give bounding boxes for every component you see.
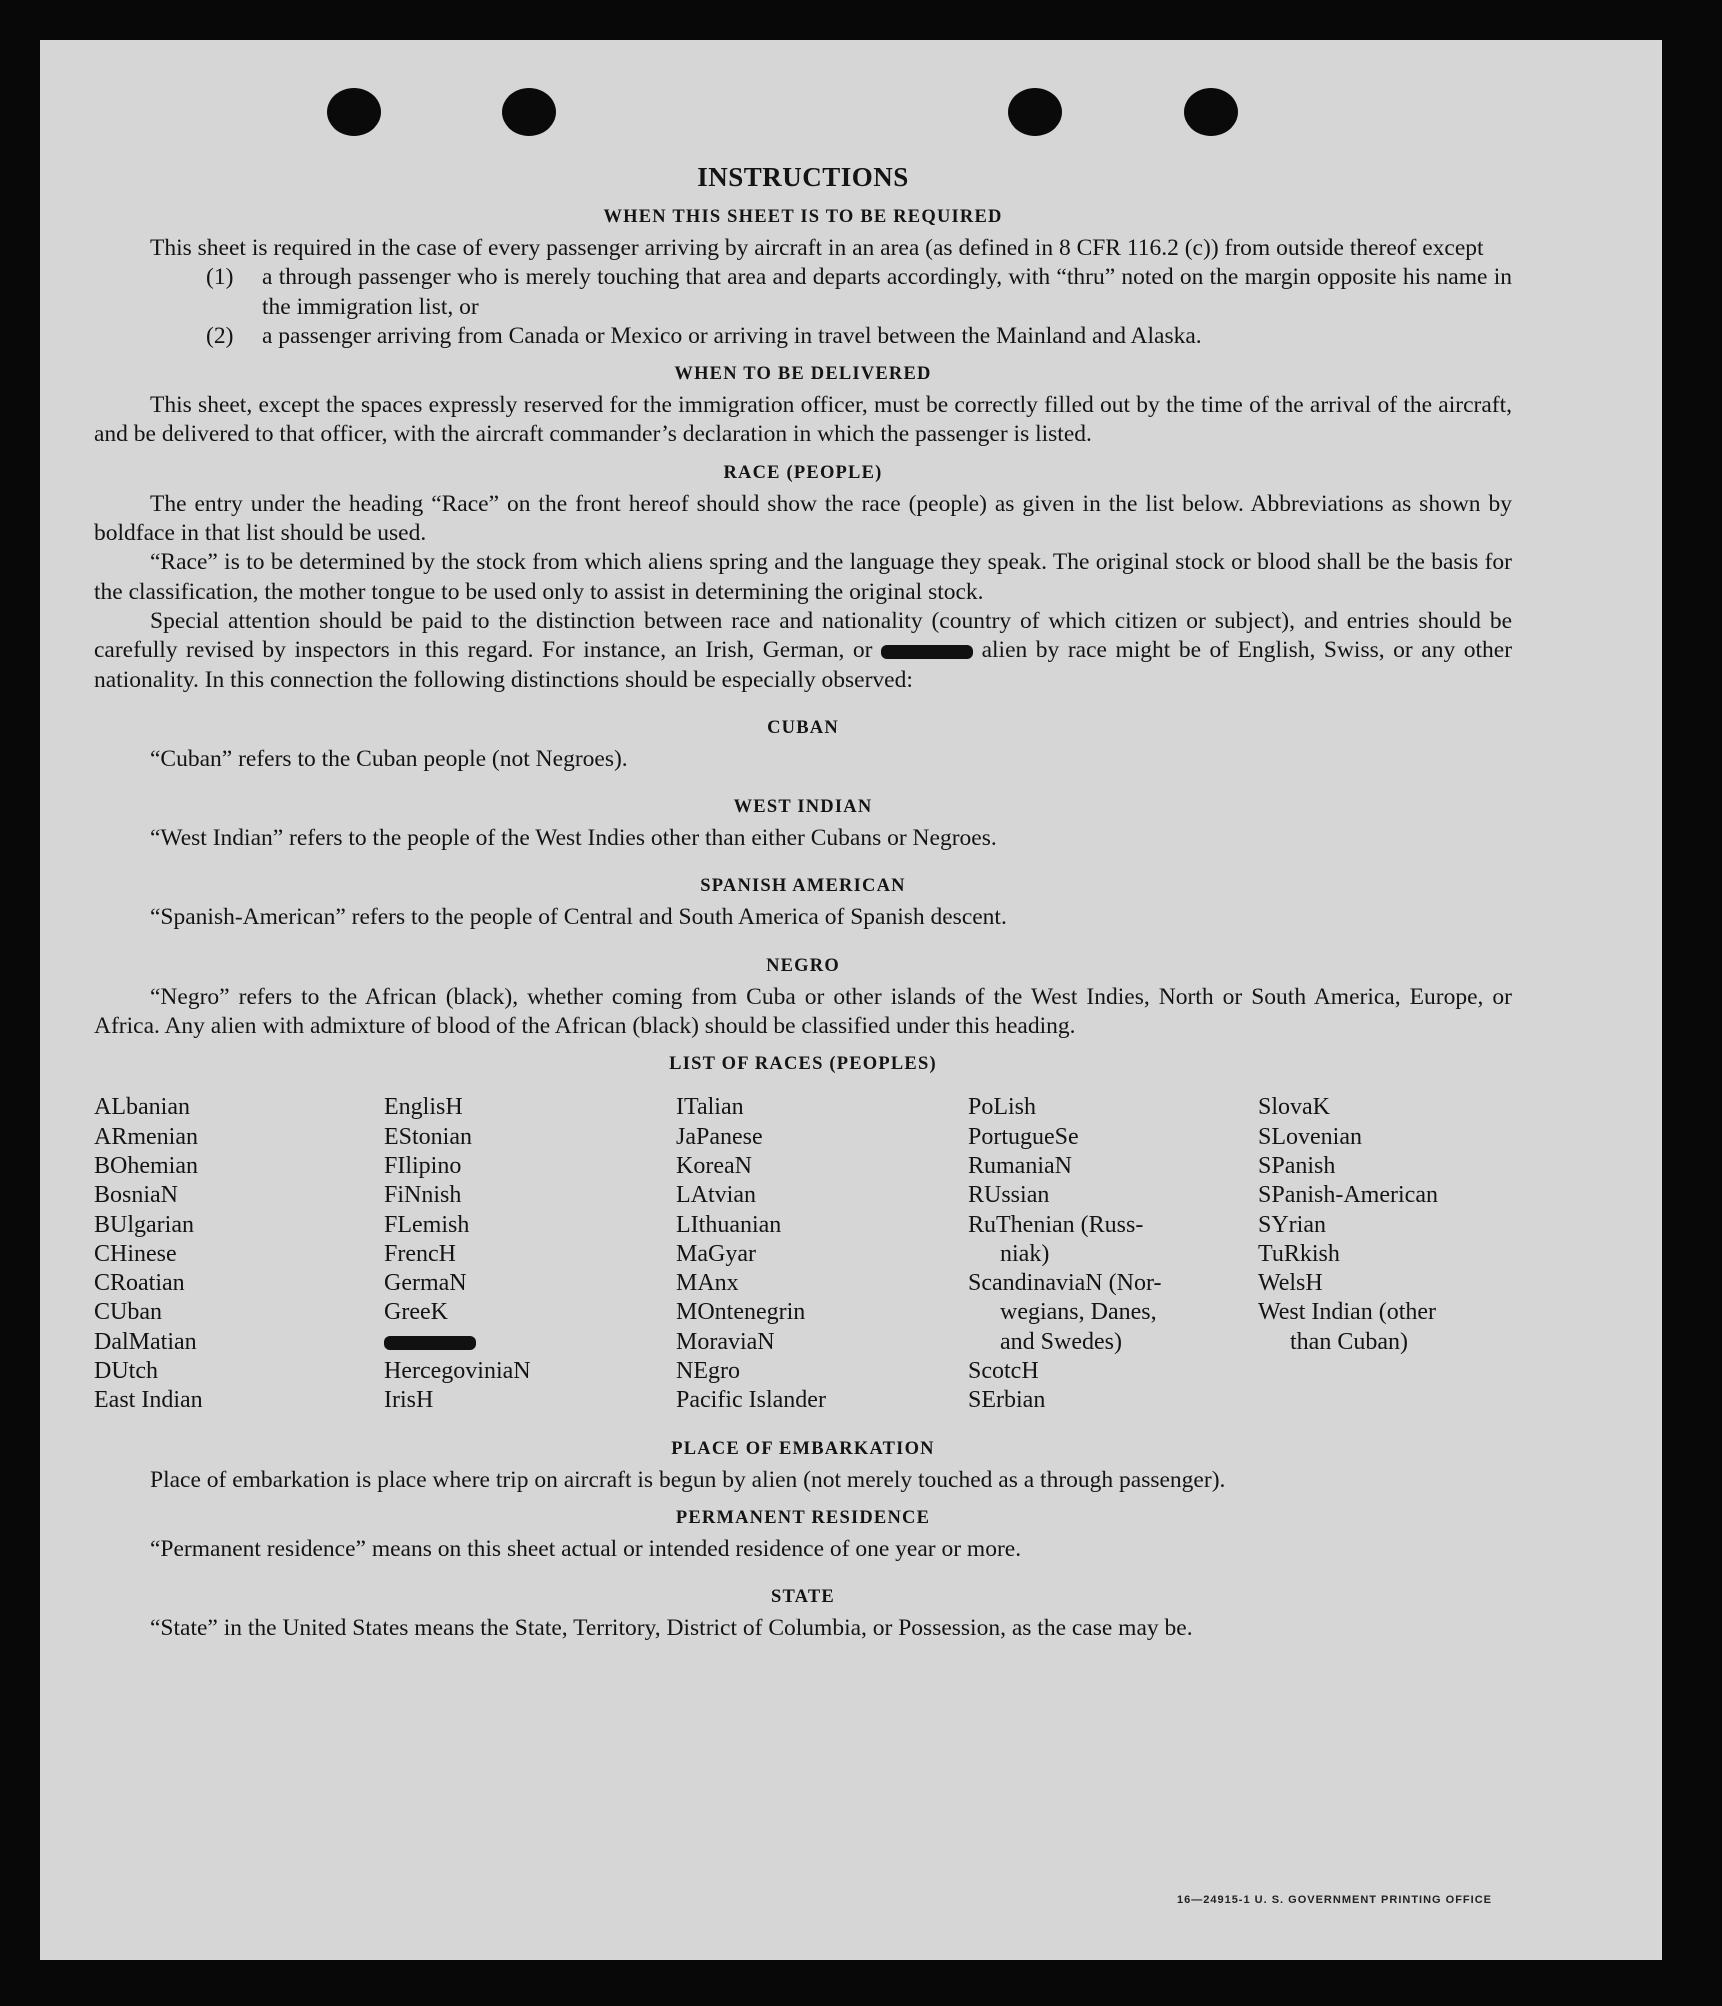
race-entry: RUssian [968,1182,1050,1209]
heading-permanent-residence: PERMANENT RESIDENCE [675,1507,931,1528]
race-entry: TuRkish [1258,1240,1340,1267]
page-title: INSTRUCTIONS [697,162,909,192]
race-entry-redacted [384,1328,676,1357]
race-column-2 [384,1093,676,1415]
redaction-mark [881,645,973,659]
race-entry: SlovaK [1258,1094,1330,1121]
race-entry: EnglisH [384,1094,463,1121]
race-entry: ScandinaviaN (Nor- [968,1270,1162,1297]
race-entry: ScotcH [968,1358,1039,1385]
race-entry: DUtch [94,1358,158,1385]
race-paragraph-3-start: Special attention should be paid to the distinction between race and nationality (country of which citizen or subject), and entries should be carefully revised by inspectors in this regard. For instance, an Irish, German, or [94,607,1512,664]
race-entry: EStonian [384,1123,472,1150]
heading-spanish-american: SPANISH AMERICAN [700,876,906,897]
race-entry: FrencH [384,1240,456,1267]
race-column-4 [968,1093,1258,1415]
race-entry: Pacific Islander [676,1387,826,1414]
heading-race: RACE (PEOPLE) [723,462,883,483]
heading-embarkation: PLACE OF EMBARKATION [671,1438,935,1459]
instructions-body [94,160,1512,1644]
exception-number: (1) [206,264,234,291]
race-paragraph-3-end: alien by race might be of English, Swiss, or any other nationality. In this connection the following distinctions should be especially observed: [94,637,1513,693]
exception-text: a passenger arriving from Canada or Mexico or arriving in travel between the Mainland and Alaska. [262,322,1202,349]
race-entry: GreeK [384,1299,448,1326]
race-entry: BOhemian [94,1152,198,1179]
race-entry: DalMatian [94,1328,197,1355]
punch-hole [1008,88,1062,136]
race-entry: FIlipino [384,1152,462,1179]
race-entry: West Indian (other [1258,1299,1437,1326]
race-column-1 [94,1093,384,1415]
embarkation-definition: Place of embarkation is place where trip on aircraft is begun by alien (not merely touched as a through passenger). [150,1466,1226,1493]
race-entry: BosniaN [94,1182,178,1209]
redaction-mark [384,1336,476,1350]
race-entry: LIthuanian [676,1211,782,1238]
race-column-3 [676,1093,968,1415]
race-entry: KoreaN [676,1152,752,1179]
race-entry: ARmenian [94,1123,198,1150]
race-entry: NEgro [676,1358,740,1385]
race-entry-continued: and Swedes) [1000,1328,1122,1355]
race-entry: RuThenian (Russ- [968,1211,1144,1238]
heading-west-indian: WEST INDIAN [733,797,873,818]
when-required-intro: This sheet is required in the case of every passenger arriving by aircraft in an area (as defined in 8 CFR 116.2 (c)) from outside thereof except [150,235,1484,261]
exception-item [206,322,1512,351]
race-entry: IrisH [384,1387,434,1414]
race-entry: LAtvian [676,1182,756,1209]
race-entry: WelsH [1258,1270,1323,1297]
exception-text: a through passenger who is merely touching that area and departs accordingly, with “thru” noted on the margin opposite his name in the immigration list, or [262,264,1512,320]
race-entry: MAnx [676,1270,739,1297]
heading-when-delivered: WHEN TO BE DELIVERED [674,364,932,385]
race-entry-continued: wegians, Danes, [1000,1299,1157,1326]
race-entry: MoraviaN [676,1328,775,1355]
race-entry: FLemish [384,1211,470,1238]
race-paragraph-1: The entry under the heading “Race” on the front hereof should show the race (people) as given in the list below. Abbreviations as shown by boldface in that list should be used. [94,490,1512,547]
printing-office-note: 16—24915-1 U. S. GOVERNMENT PRINTING OFFICE [1176,1894,1492,1906]
race-entry: SLovenian [1258,1123,1362,1150]
race-entry: ITalian [676,1094,744,1121]
race-entry: CHinese [94,1240,177,1267]
exception-number: (2) [206,322,234,349]
document-page [40,40,1662,1960]
race-entry: BUlgarian [94,1211,194,1238]
race-entry: MaGyar [676,1240,756,1267]
race-entry: PoLish [968,1094,1037,1121]
west-indian-definition: “West Indian” refers to the people of the West Indies other than either Cubans or Negroes. [150,825,997,852]
heading-list-of-races: LIST OF RACES (PEOPLES) [669,1054,937,1075]
race-entry-continued: niak) [1000,1240,1050,1267]
race-column-5 [1258,1093,1512,1415]
race-entry: SPanish [1258,1152,1336,1179]
race-entry: CRoatian [94,1270,185,1297]
race-entry: East Indian [94,1387,203,1414]
race-paragraph-2: “Race” is to be determined by the stock from which aliens spring and the language they speak. The original stock or blood shall be the basis for the classification, the mother tongue to be used only to assist in determining the original stock. [94,549,1512,605]
race-entry: SYrian [1258,1211,1326,1238]
punch-hole [502,88,556,136]
race-entry: MOntenegrin [676,1299,806,1326]
residence-definition: “Permanent residence” means on this sheet actual or intended residence of one year or more. [150,1535,1022,1562]
heading-when-required: WHEN THIS SHEET IS TO BE REQUIRED [603,207,1003,227]
heading-negro: NEGRO [766,955,840,976]
punch-hole [327,88,381,136]
punch-hole [1184,88,1238,136]
race-entry: FiNnish [384,1182,462,1209]
when-delivered-text: This sheet, except the spaces expressly reserved for the immigration officer, must be correctly filled out by the time of the arrival of the aircraft, and be delivered to that officer, with the aircraft commander’s declaration in which the passenger is listed. [94,392,1512,448]
race-entry: PortugueSe [968,1123,1079,1150]
race-list [94,1093,1512,1415]
race-entry: ALbanian [94,1094,190,1121]
state-definition: “State” in the United States means the State, Territory, District of Columbia, or Possession, as the case may be. [150,1615,1193,1642]
race-entry: JaPanese [676,1123,763,1150]
spanish-american-definition: “Spanish-American” refers to the people of Central and South America of Spanish descent. [150,904,1007,931]
race-entry: CUban [94,1299,162,1326]
race-entry: HercegoviniaN [384,1358,531,1385]
race-entry: GermaN [384,1270,467,1297]
race-entry: RumaniaN [968,1152,1072,1179]
race-paragraph-3 [94,607,1512,695]
cuban-definition: “Cuban” refers to the Cuban people (not Negroes). [150,745,628,772]
race-entry-continued: than Cuban) [1290,1328,1408,1355]
race-entry: SPanish-American [1258,1182,1438,1209]
exception-list [206,263,1512,351]
heading-state: STATE [771,1587,835,1608]
race-entry: SErbian [968,1387,1046,1414]
negro-definition: “Negro” refers to the African (black), whether coming from Cuba or other islands of the West Indies, North or South America, Europe, or Africa. Any alien with admixture of blood of the African (black) should be classified under this heading. [94,983,1512,1040]
exception-item [206,263,1512,322]
heading-cuban: CUBAN [767,717,839,738]
